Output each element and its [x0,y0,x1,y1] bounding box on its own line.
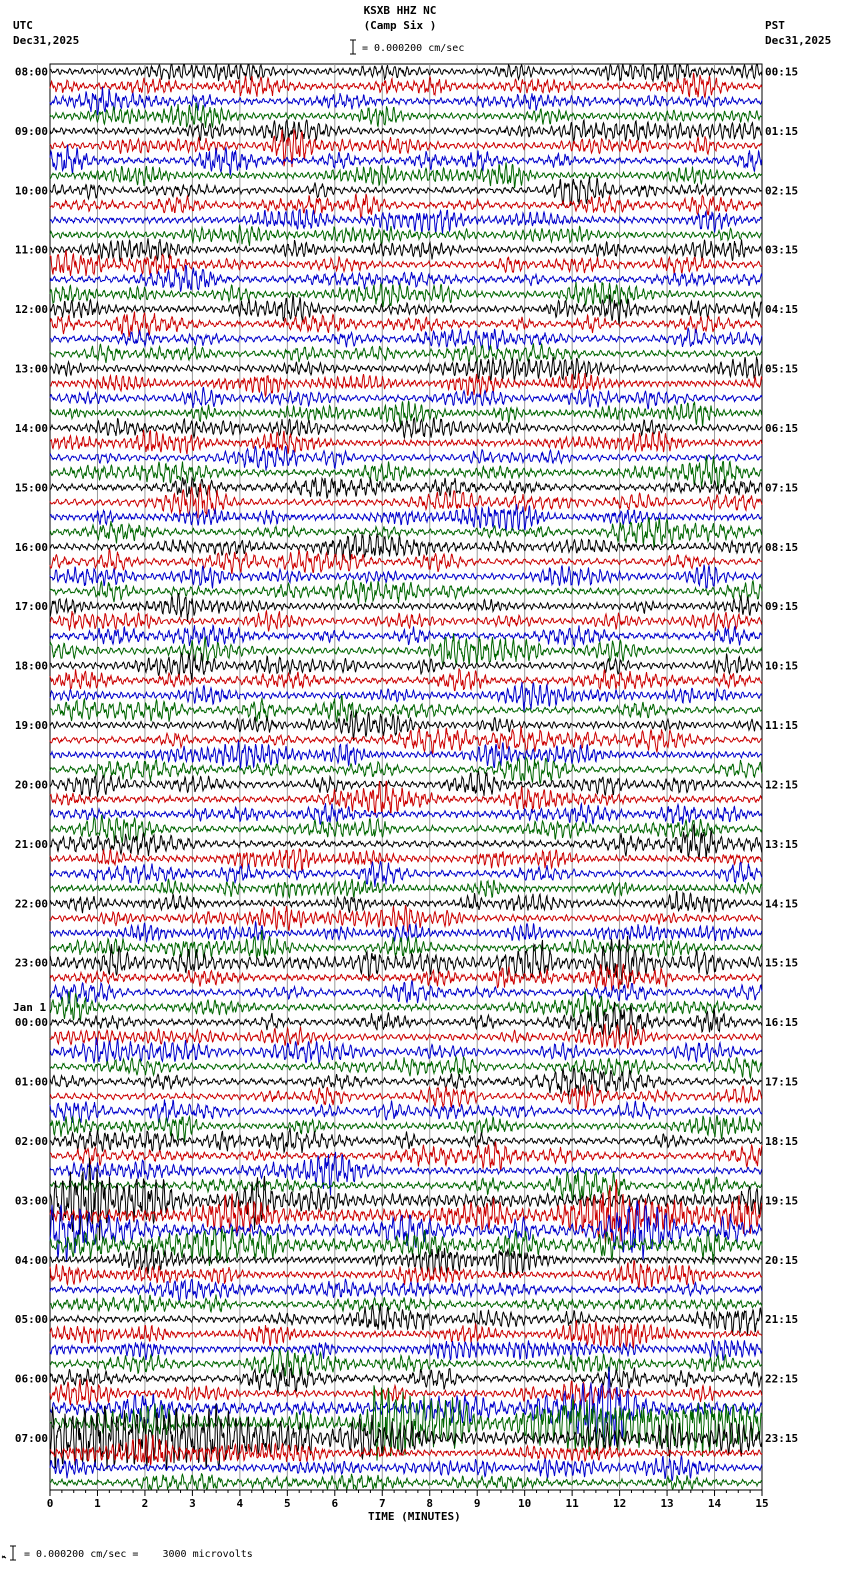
seismic-trace [50,344,762,363]
right-timezone: PST [765,19,785,32]
seismic-trace [50,225,762,246]
scale-bar-icon [350,40,356,54]
utc-hour-label: 11:00 [14,243,48,257]
seismic-trace [50,163,762,189]
seismic-trace [50,565,762,589]
seismic-trace [50,238,762,261]
seismic-trace [50,1340,762,1360]
seismic-trace [50,549,762,574]
pst-hour-label: 20:15 [765,1253,799,1267]
x-tick-label: 15 [755,1497,769,1510]
pst-hour-label: 08:15 [765,540,799,554]
utc-hour-label: 05:00 [14,1313,48,1327]
pst-hour-label: 11:15 [765,719,799,733]
pst-hour-label: 22:15 [765,1372,799,1386]
x-tick-label: 0 [46,1497,54,1510]
pst-hour-label: 10:15 [765,659,799,673]
pst-hour-label: 03:15 [765,243,799,257]
seismic-trace [50,477,762,498]
utc-hour-label: 21:00 [14,837,48,851]
seismic-trace [50,1473,762,1489]
seismic-trace [50,1385,762,1460]
utc-hour-label: 23:00 [14,956,48,970]
seismic-trace [50,849,762,873]
utc-hour-label: 12:00 [14,303,48,317]
seismic-trace [50,682,762,711]
utc-hour-label: 07:00 [14,1432,48,1446]
seismic-trace [50,119,762,141]
pst-hour-label: 13:15 [765,837,799,851]
utc-hour-label: 13:00 [14,362,48,376]
seismic-trace [50,668,762,690]
pst-hour-label: 02:15 [765,184,799,198]
x-tick-label: 5 [284,1497,291,1510]
seismic-trace [50,1294,762,1312]
utc-hour-label: 08:00 [14,65,48,79]
pst-hour-label: 05:15 [765,362,799,376]
seismic-trace [50,803,762,824]
footer-mark-icon [2,1556,6,1558]
pst-hour-label: 14:15 [765,897,799,911]
pst-hour-label: 21:15 [765,1313,799,1327]
x-tick-label: 8 [426,1497,434,1510]
pst-hour-label: 19:15 [765,1194,799,1208]
pst-hour-label: 04:15 [765,303,799,317]
pst-hour-label: 01:15 [765,124,799,138]
seismic-trace [50,757,762,783]
pst-hour-label: 23:15 [765,1432,799,1446]
seismic-trace [50,87,762,115]
seismic-trace [50,696,762,723]
seismic-trace [50,177,762,206]
seismic-trace [50,1261,762,1289]
seismic-trace [50,611,762,631]
date-change-label: Jan 1 [13,1001,47,1015]
x-tick-label: 13 [660,1497,674,1510]
utc-hour-label: 18:00 [14,659,48,673]
seismic-trace [50,356,762,381]
seismic-trace [50,580,762,604]
left-date: Dec31,2025 [13,34,80,47]
seismic-trace [50,771,762,797]
footer-scale-label: = 0.000200 cm/sec = 3000 microvolts [24,1549,253,1560]
seismic-trace [50,922,762,943]
seismic-trace [50,194,762,218]
x-tick-label: 9 [473,1497,481,1510]
x-tick-label: 11 [565,1497,579,1510]
x-tick-label: 2 [141,1497,149,1510]
seismic-trace [50,446,762,471]
utc-hour-label: 02:00 [14,1134,48,1148]
x-tick-label: 14 [707,1497,722,1510]
x-tick-label: 12 [612,1497,627,1510]
pst-hour-label: 16:15 [765,1016,799,1030]
utc-hour-label: 03:00 [14,1194,48,1208]
utc-hour-label: 09:00 [14,124,48,138]
pst-hour-label: 06:15 [765,421,799,435]
utc-hour-label: 20:00 [14,778,48,792]
utc-hour-label: 04:00 [14,1253,48,1267]
seismic-trace [50,625,762,646]
utc-hour-label: 01:00 [14,1075,48,1089]
pst-hour-label: 17:15 [765,1075,799,1089]
utc-hour-label: 16:00 [14,540,48,554]
pst-hour-label: 09:15 [765,600,799,614]
seismic-trace [50,1127,762,1153]
seismic-trace [50,1038,762,1063]
utc-hour-label: 10:00 [14,184,48,198]
right-date: Dec31,2025 [765,34,832,47]
x-tick-label: 4 [236,1497,244,1510]
seismic-trace [50,815,762,844]
seismic-trace [50,373,762,396]
seismic-trace [50,430,762,454]
seismic-trace [50,980,762,1003]
station-location: (Camp Six ) [363,19,437,32]
seismic-trace [50,726,762,755]
seismic-trace [50,1379,762,1409]
utc-hour-label: 14:00 [14,421,48,435]
seismic-trace [50,1321,762,1349]
x-tick-label: 6 [331,1497,339,1510]
utc-hour-label: 06:00 [14,1372,48,1386]
pst-hour-label: 07:15 [765,481,799,495]
seismic-trace [50,1057,762,1078]
seismic-trace [50,65,762,81]
scale-label: = 0.000200 cm/sec [362,43,465,54]
utc-hour-label: 19:00 [14,719,48,733]
station-title: KSXB HHZ NC [363,4,437,17]
footer-scale-bar-icon [10,1546,16,1560]
x-axis-title: TIME (MINUTES) [368,1510,461,1523]
seismic-trace [50,209,762,234]
utc-hour-label: 17:00 [14,600,48,614]
utc-hour-label: 22:00 [14,897,48,911]
seismic-trace [50,1201,762,1263]
pst-hour-label: 18:15 [765,1134,799,1148]
seismic-trace [50,1068,762,1098]
seismic-trace [50,1024,762,1048]
x-tick-label: 3 [189,1497,196,1510]
pst-hour-label: 15:15 [765,956,799,970]
seismic-trace [50,282,762,307]
seismic-trace [50,861,762,887]
utc-hour-label: 00:00 [14,1016,48,1030]
x-tick-label: 10 [518,1497,532,1510]
x-tick-label: 1 [94,1497,101,1510]
seismic-trace [50,879,762,898]
x-tick-label: 7 [378,1497,386,1510]
left-timezone: UTC [13,19,33,32]
seismic-trace [50,387,762,409]
seismic-trace [50,312,762,337]
pst-hour-label: 00:15 [765,65,799,79]
pst-hour-label: 12:15 [765,778,799,792]
seismic-trace [50,145,762,175]
utc-hour-label: 15:00 [14,481,48,495]
